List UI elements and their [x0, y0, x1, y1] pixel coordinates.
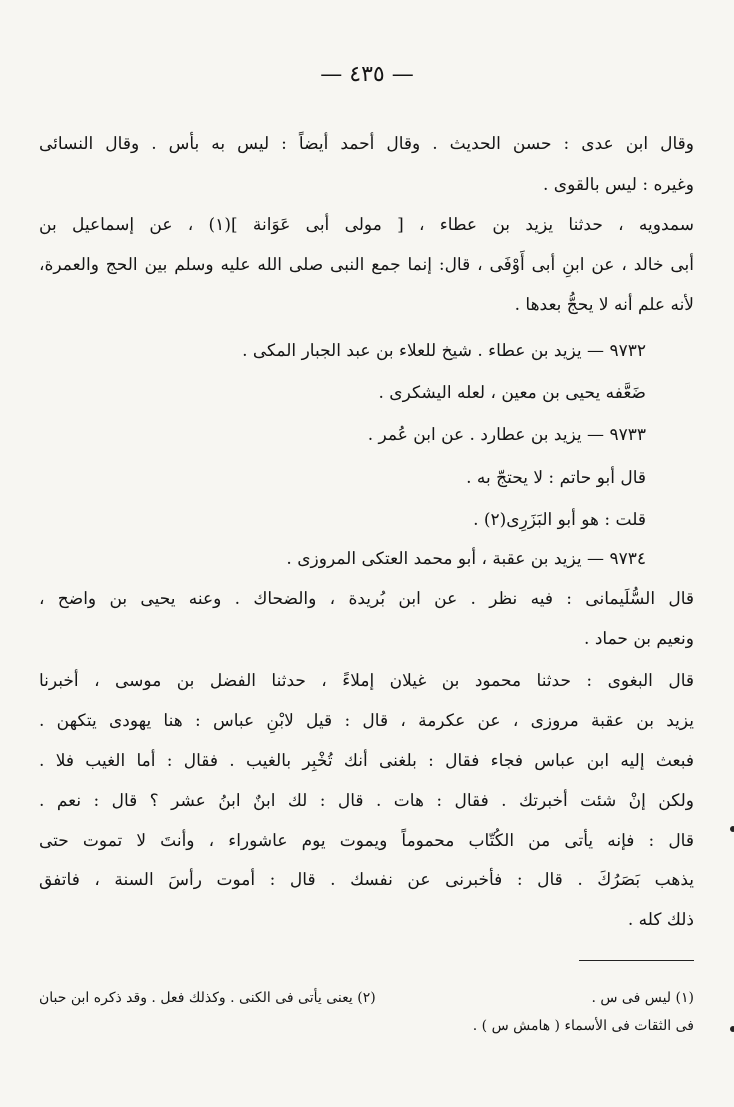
entry-9734-heading: ٩٧٣٤ — يزيد بن عقبة ، أبو محمد العتكى المروزى . [286, 549, 646, 569]
text-line-15: يزيد بن عقبة مروزى ، عن عكرمة ، قال : قيل لابْنِ عباس : هنا يهودى يتكهن . [39, 711, 694, 731]
footnote-separator [579, 960, 694, 961]
text-line-2: وغيره : ليس بالقوى . [542, 175, 694, 195]
text-line-14: قال البغوى : حدثنا محمود بن غيلان إملاءً ، حدثنا الفضل بن موسى ، أخبرنا [39, 671, 694, 691]
text-line-13: ونعيم بن حماد . [584, 629, 694, 649]
footnote-2-continuation: فى الثقات فى الأسماء ( هامش س ) . [472, 1018, 694, 1034]
text-line-20: ذلك كله . [627, 910, 694, 930]
footnote-2: (٢) يعنى يأتى فى الكنى . وكذلك فعل . وقد ذكره ابن حبان [39, 990, 376, 1006]
footnote-1: (١) ليس فى س . [591, 990, 694, 1006]
text-line-4: أبى خالد ، عن ابنِ أبى أَوْفَى ، قال: إنما جمع النبى صلى الله عليه وسلم بين الحج والعمرة، [39, 255, 694, 275]
text-line-17: ولكن إنْ شئت أخبرتك . فقال : هات . قال : لك ابنٌ ابنُ عشر ؟ قال : نعم . [39, 791, 694, 811]
entry-9732-heading: ٩٧٣٢ — يزيد بن عطاء . شيخ للعلاء بن عبد الجبار المكى . [242, 341, 646, 361]
text-line-18: قال : فإنه يأتى من الكُتّاب محموماً ويموت يوم عاشوراء ، وأنتَ لا تموت حتى [39, 831, 694, 851]
text-line-12: قال السُّلَيمانى : فيه نظر . عن ابن بُريدة ، والضحاك . وعنه يحيى بن واضح ، [39, 589, 694, 609]
entry-9733-heading: ٩٧٣٣ — يزيد بن عطارد . عن ابن عُمر . [367, 425, 646, 445]
text-line-9: قال أبو حاتم : لا يحتجّ به . [466, 468, 646, 488]
text-line-19: يذهب بَصَرُكَ . قال : فأخبرنى عن نفسك . قال : أموت رأسَ السنة ، فاتفق [39, 870, 694, 890]
text-line-3: سمدويه ، حدثنا يزيد بن عطاء ، [ مولى أبى عَوَانة ](١) ، عن إسماعيل بن [39, 215, 694, 235]
text-line-7: ضَعَّفه يحيى بن معين ، لعله اليشكرى . [378, 383, 646, 403]
page-number: — ٤٣٥ — [320, 62, 414, 87]
margin-mark [730, 826, 734, 832]
text-line-16: فبعث إليه ابن عباس فجاء فقال : بلغنى أنك تُخْبِر بالغيب . فقال : أما الغيب فلا . [39, 751, 694, 771]
text-line-1: وقال ابن عدى : حسن الحديث . وقال أحمد أيضاً : ليس به بأس . وقال النسائى [39, 134, 694, 154]
margin-mark [730, 1026, 734, 1032]
text-line-5: لأنه علم أنه لا يحجُّ بعدها . [514, 295, 694, 315]
text-line-10: قلت : هو أبو البَزَرِى(٢) . [473, 510, 646, 530]
footnote-line-1 [39, 988, 694, 1008]
